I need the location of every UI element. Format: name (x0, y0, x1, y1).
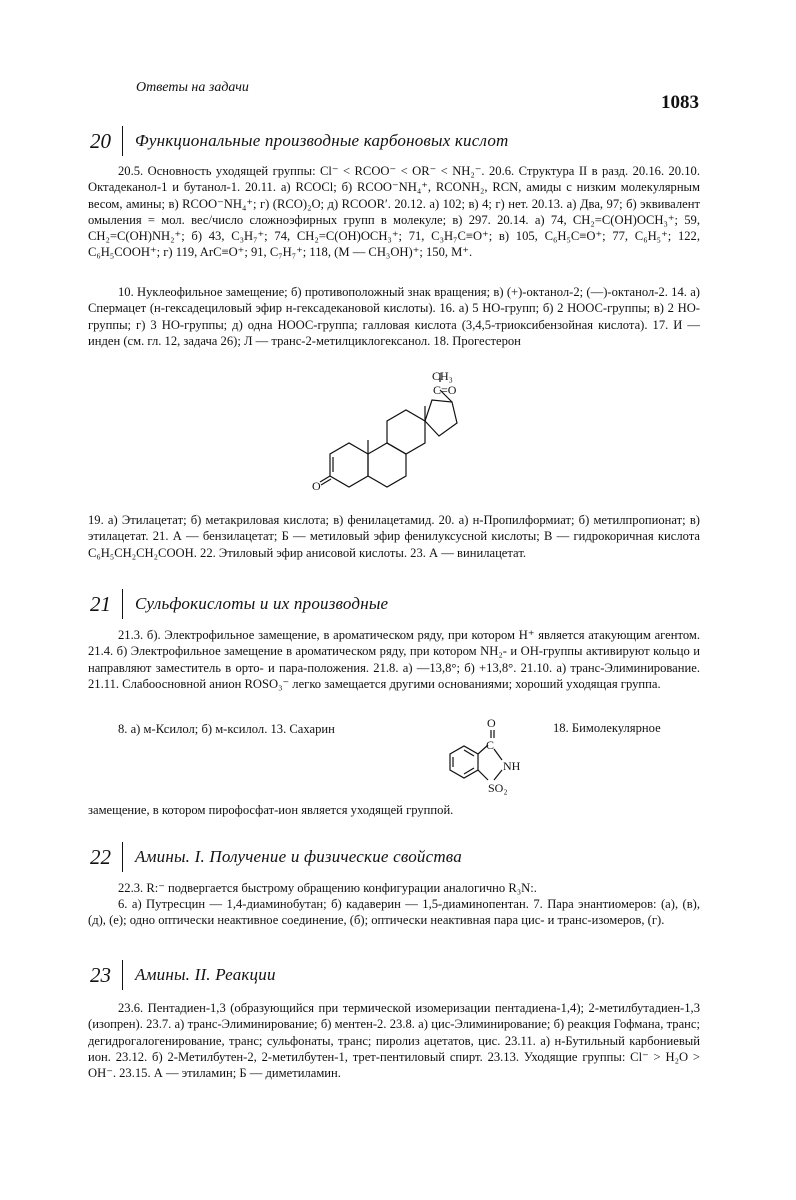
chapter-title: Амины. I. Получение и физические свойства (135, 847, 462, 866)
answers-21-main: 21.3. б). Электрофильное замещение, в ароматическом ряду, при котором H⁺ является атакующим агентом. 21.4. б) Электрофильное замещение в ароматическом ряду, при котором NH₂- и OH-группы активируют кольцо и направляют заместитель в орто- и пара-положения. 21.8. а) —13,8°; б) +13,8°. 21.10. а) транс-Элиминирование. 21.11. Слабоосновной анион ROSO₃⁻ легко замещается другими основаниями; хороший уходящая группа. (88, 628, 700, 691)
chapter-heading-23 (90, 960, 276, 990)
page-number: 1083 (661, 92, 699, 113)
progesterone-ring-oxygen: O (312, 479, 321, 493)
progesterone-ketone-label: C=O (433, 383, 457, 397)
answers-20-main: 20.5. Основность уходящей группы: Cl⁻ < RCOO⁻ < OR⁻ < NH₂⁻. 20.6. Структура II в разд. 20.16. 20.10. Октадеканол-1 и бутанол-1. 20.11. а) RCOCl; б) RCOO⁻NH₄⁺, RCONH₂, RCN, амиды с низким молекулярным весом, амины; в) RCOO⁻NH₄⁺; г) (RCO)₂O; д) RCOOR′. 20.12. а) 102; в) 4; г) нет. 20.13. а) Два, 97; б) эквивалент омыления = мол. вес/число сложноэфирных групп в молекуле; в) 297. 20.14. а) 74, CH₂=C(OH)OCH₃⁺; 59, CH₂=C(OH)NH₂⁺; б) 43, C₃H₇⁺; 74, CH₂=C(OH)OCH₃⁺; 71, C₃H₇C≡O⁺; в) 105, C₆H₅C≡O⁺; 77, C₆H₅⁺; 122, C₆H₅COOH⁺; г) 119, ArC≡O⁺; 91, C₇H₇⁺; 118, (M — CH₃OH)⁺; 150, M⁺. (88, 164, 700, 260)
saccharin-structure (436, 716, 546, 798)
saccharin-so2-label: SO₂ (488, 781, 508, 795)
chapter-title: Функциональные производные карбоновых кислот (135, 131, 509, 150)
progesterone-methyl-label: CH₃ (432, 369, 453, 383)
saccharin-oxygen-label: O (487, 716, 496, 730)
answers-20-continued: 19. а) Этилацетат; б) метакриловая кислота; в) фенилацетамид. 20. а) н-Пропилформиат; б) метилпропионат; в) этилацетат. 21. А — бензилацетат; Б — метиловый эфир фенилуксусной кислоты; В — гидрокоричная кислота C₆H₅CH₂CH₂COOH. 22. Этиловый эфир анисовой кислоты. 23. А — винилацетат. (88, 513, 700, 560)
chapter-title: Амины. II. Реакции (135, 965, 276, 984)
chapter-divider (122, 126, 123, 156)
chapter-divider (122, 842, 123, 872)
answers-22-main: 22.3. R:⁻ подвергается быстрому обращению конфигурации аналогично R₃N:. (118, 881, 537, 895)
saccharin-nh-label: NH (503, 759, 521, 773)
answers-21-bimolecular: 18. Бимолекулярное (553, 721, 661, 735)
chapter-title: Сульфокислоты и их производные (135, 594, 389, 613)
answers-21-end: замещение, в котором пирофосфат-ион является уходящей группой. (88, 803, 454, 817)
chapter-divider (122, 960, 123, 990)
chapter-heading-22 (90, 842, 462, 872)
answers-23-main: 23.6. Пентадиен-1,3 (образующийся при термической изомеризации пентадиена-1,4); 2-метилбутадиен-1,3 (изопрен). 23.7. а) транс-Элиминирование; б) ментен-2. 23.8. а) цис-Элиминирование; б) реакция Гофмана, транс; дегидрогалогенирование, транс; сульфонаты, транс; пиролиз ацетатов, цис. 23.11. а) н-Бутильный карбониевый ион. 23.12. б) 2-Метилбутен-2, 2-метилбутен-1, трет-пентиловый спирт. 23.13. Уходящие группы: Cl⁻ > H₂O > OH⁻. 23.15. А — этиламин; Б — диметиламин. (88, 1001, 700, 1081)
chapter-heading-20 (90, 126, 509, 156)
answers-21-saccharin-text: 8. а) м-Ксилол; б) м-ксилол. 13. Сахарин (118, 722, 335, 736)
chapter-heading-21 (90, 589, 388, 619)
chapter-number: 23 (90, 962, 111, 987)
running-head: Ответы на задачи (136, 80, 249, 95)
chapter-divider (122, 589, 123, 619)
progesterone-structure (300, 368, 490, 498)
chapter-number: 22 (90, 844, 111, 869)
chapter-number: 21 (90, 591, 111, 616)
chapter-number: 20 (90, 128, 111, 153)
answers-20-problems: 10. Нуклеофильное замещение; б) противоположный знак вращения; в) (+)-октанол-2; (—)-октанол-2. 14. а) Спермацет (н-гексадециловый эфир н-гексадекановой кислоты). 16. а) 5 НО-групп; б) 2 НООС-группы; в) 2 НО-группы; г) 3 НО-группы; д) одна НООС-группа; галловая кислота (3,4,5-триоксибензойная кислота). 17. И — инден (см. гл. 12, задача 26); Л — транс-2-метилциклогексанол. 18. Прогестерон (88, 285, 700, 348)
saccharin-carbon-label: C (486, 738, 495, 752)
answers-22-problems: 6. а) Путресцин — 1,4-диаминобутан; б) кадаверин — 1,5-диаминопентан. 7. Пара энантиомеров: (а), (в), (д), (е); одно оптически неактивное соединение, (б); оптически неактивная пара цис- и транс-изомеров, (г). (88, 897, 700, 928)
